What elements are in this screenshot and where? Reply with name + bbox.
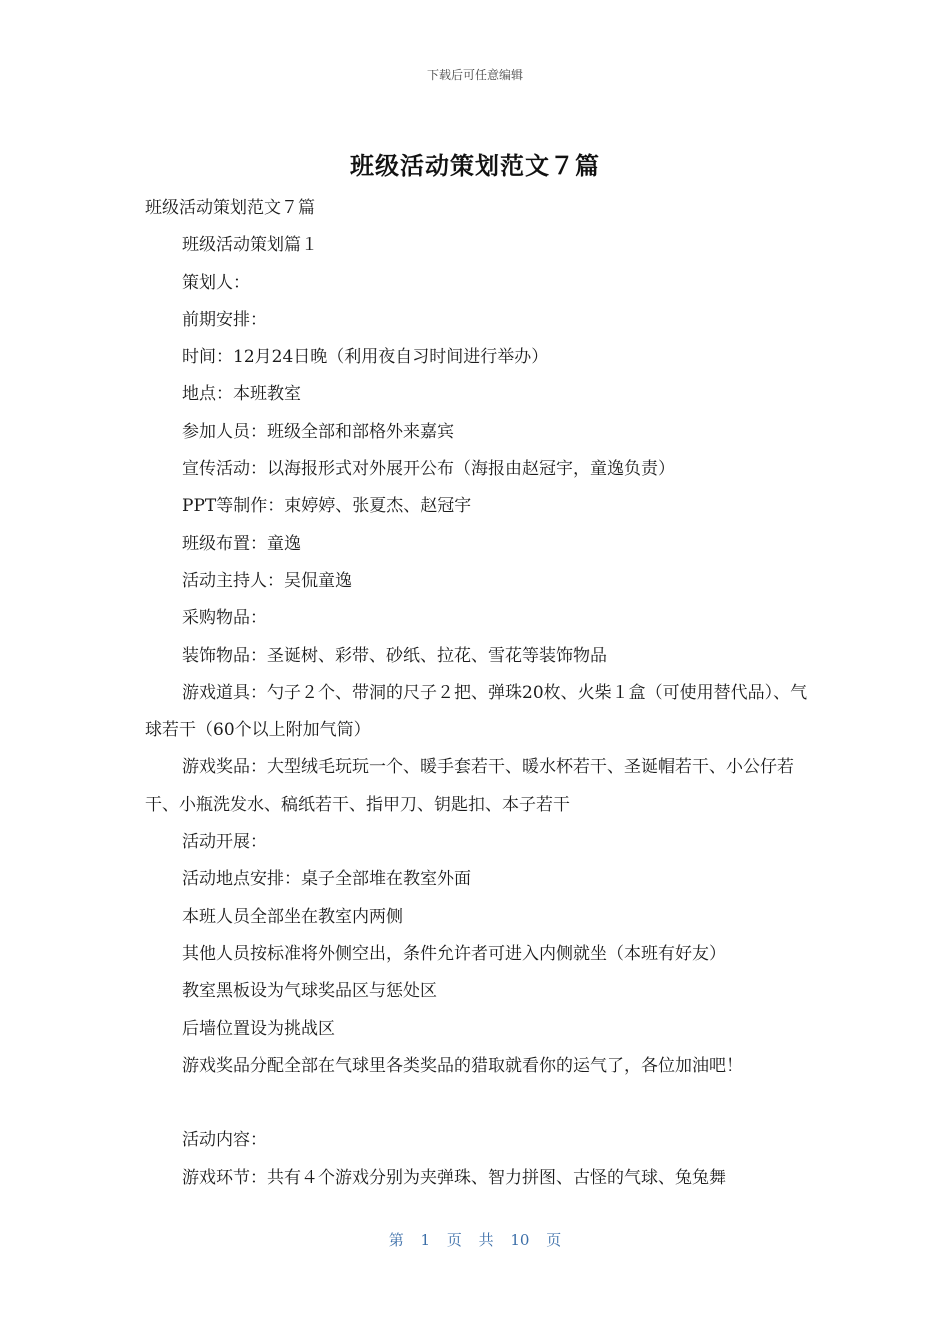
document-body: [145, 190, 810, 1197]
paragraph: 装饰物品：圣诞树、彩带、砂纸、拉花、雪花等装饰物品: [182, 645, 607, 666]
paragraph: 游戏道具：勺子２个、带洞的尺子２把、弹珠20枚、火柴１盒（可使用替代品）、气球若干（60个以上附加气筒）: [145, 682, 808, 741]
paragraph: 活动开展：: [182, 832, 267, 853]
paragraph: 本班人员全部坐在教室内两侧: [182, 906, 403, 927]
paragraph: 时间：12月24日晚（利用夜自习时间进行举办）: [182, 347, 549, 368]
paragraph: 教室黑板设为气球奖品区与惩处区: [182, 981, 437, 1002]
paragraph: 活动主持人：吴侃童逸: [182, 570, 352, 591]
paragraph: 班级布置：童逸: [182, 533, 301, 554]
page-footer: 第 1 页 共 10 页: [388, 1231, 562, 1249]
paragraph: 宣传活动：以海报形式对外展开公布（海报由赵冠宇，童逸负责）: [182, 459, 675, 480]
paragraph: 活动内容：: [182, 1130, 267, 1151]
paragraph: 游戏环节：共有４个游戏分别为夹弹珠、智力拼图、古怪的气球、兔兔舞: [182, 1167, 726, 1188]
paragraph: 地点：本班教室: [182, 384, 301, 405]
paragraph: 采购物品：: [182, 608, 267, 629]
document-title: 班级活动策划范文７篇: [350, 152, 600, 180]
paragraph: 策划人：: [182, 272, 250, 293]
document-subtitle: 班级活动策划范文７篇: [145, 198, 315, 218]
paragraph: 游戏奖品：大型绒毛玩玩一个、暖手套若干、暖水杯若干、圣诞帽若干、小公仔若干、小瓶洗发水、稿纸若干、指甲刀、钥匙扣、本子若干: [145, 757, 794, 815]
blank-line: [145, 1085, 810, 1122]
paragraph: 其他人员按标准将外侧空出，条件允许者可进入内侧就坐（本班有好友）: [182, 943, 726, 964]
paragraph: 游戏奖品分配全部在气球里各类奖品的猎取就看你的运气了，各位加油吧！: [182, 1055, 743, 1076]
paragraph: 参加人员：班级全部和部格外来嘉宾: [182, 421, 454, 442]
header-note: 下载后可任意编辑: [426, 68, 523, 82]
paragraph: PPT等制作：束婷婷、张夏杰、赵冠宇: [182, 496, 472, 517]
paragraph: 班级活动策划篇１: [182, 235, 318, 256]
paragraph: 后墙位置设为挑战区: [182, 1018, 335, 1039]
paragraph: 前期安排：: [182, 309, 267, 330]
paragraph: 活动地点安排：桌子全部堆在教室外面: [182, 869, 471, 890]
